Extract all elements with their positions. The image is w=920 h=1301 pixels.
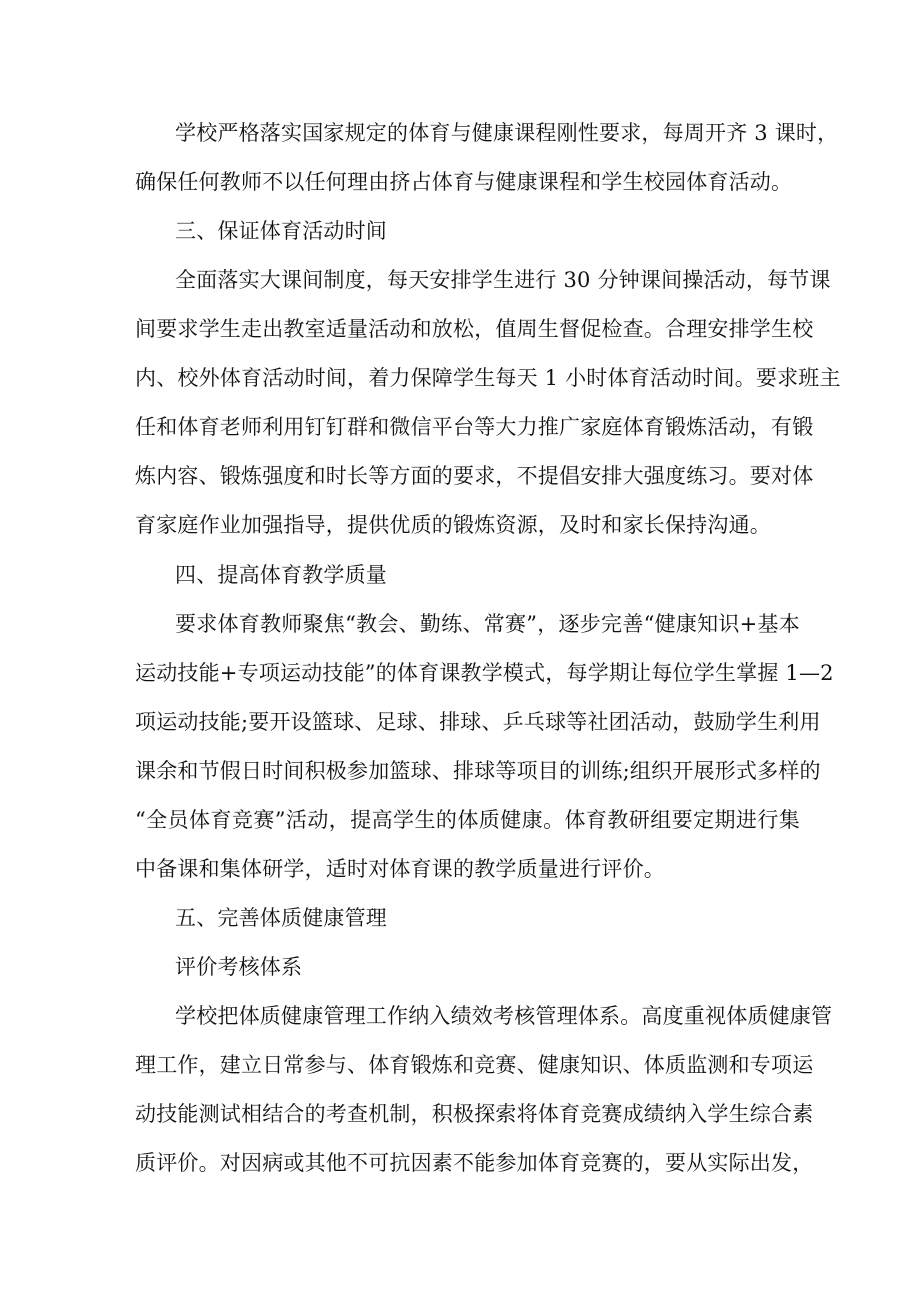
paragraph-line: 中备课和集体研学，适时对体育课的教学质量进行评价。 bbox=[135, 857, 665, 881]
section-subheading: 评价考核体系 bbox=[175, 955, 303, 979]
paragraph-line: 动技能测试相结合的考查机制，积极探索将体育竞赛成绩纳入学生综合素 bbox=[135, 1102, 814, 1126]
paragraph-line: 学校把体质健康管理工作纳入绩效考核管理体系。高度重视体质健康管 bbox=[175, 1004, 833, 1028]
section-heading: 五、完善体质健康管理 bbox=[175, 906, 387, 930]
paragraph-line: 育家庭作业加强指导，提供优质的锻炼资源，及时和家长保持沟通。 bbox=[135, 513, 771, 537]
paragraph-line: 确保任何教师不以任何理由挤占体育与健康课程和学生校园体育活动。 bbox=[135, 170, 793, 194]
section-heading: 四、提高体育教学质量 bbox=[175, 563, 387, 587]
paragraph-line: 课余和节假日时间积极参加篮球、排球等项目的训练;组织开展形式多样的 bbox=[135, 759, 821, 783]
paragraph-line: 炼内容、锻炼强度和时长等方面的要求，不提倡安排大强度练习。要对体 bbox=[135, 464, 814, 488]
paragraph-line: 运动技能+专项运动技能”的体育课教学模式，每学期让每位学生掌握 1—2 bbox=[135, 661, 834, 685]
paragraph-line: 项运动技能;要开设篮球、足球、排球、乒乓球等社团活动，鼓励学生利用 bbox=[135, 710, 821, 734]
paragraph-line: 间要求学生走出教室适量活动和放松，值周生督促检查。合理安排学生校 bbox=[135, 317, 814, 341]
paragraph-line: 质评价。对因病或其他不可抗因素不能参加体育竞赛的，要从实际出发， bbox=[135, 1151, 814, 1175]
paragraph-line: “全员体育竞赛”活动，提高学生的体质健康。体育教研组要定期进行集 bbox=[135, 808, 800, 832]
paragraph-line: 理工作，建立日常参与、体育锻炼和竞赛、健康知识、体质监测和专项运 bbox=[135, 1053, 814, 1077]
section-heading: 三、保证体育活动时间 bbox=[175, 219, 387, 243]
paragraph-line: 学校严格落实国家规定的体育与健康课程刚性要求，每周开齐 3 课时， bbox=[175, 121, 839, 145]
paragraph-line: 任和体育老师利用钉钉群和微信平台等大力推广家庭体育锻炼活动，有锻 bbox=[135, 415, 814, 439]
paragraph-line: 内、校外体育活动时间，着力保障学生每天 1 小时体育活动时间。要求班主 bbox=[135, 366, 841, 390]
paragraph-line: 要求体育教师聚焦“教会、勤练、常赛”，逐步完善“健康知识+基本 bbox=[175, 612, 800, 636]
paragraph-line: 全面落实大课间制度，每天安排学生进行 30 分钟课间操活动，每节课 bbox=[175, 268, 831, 292]
